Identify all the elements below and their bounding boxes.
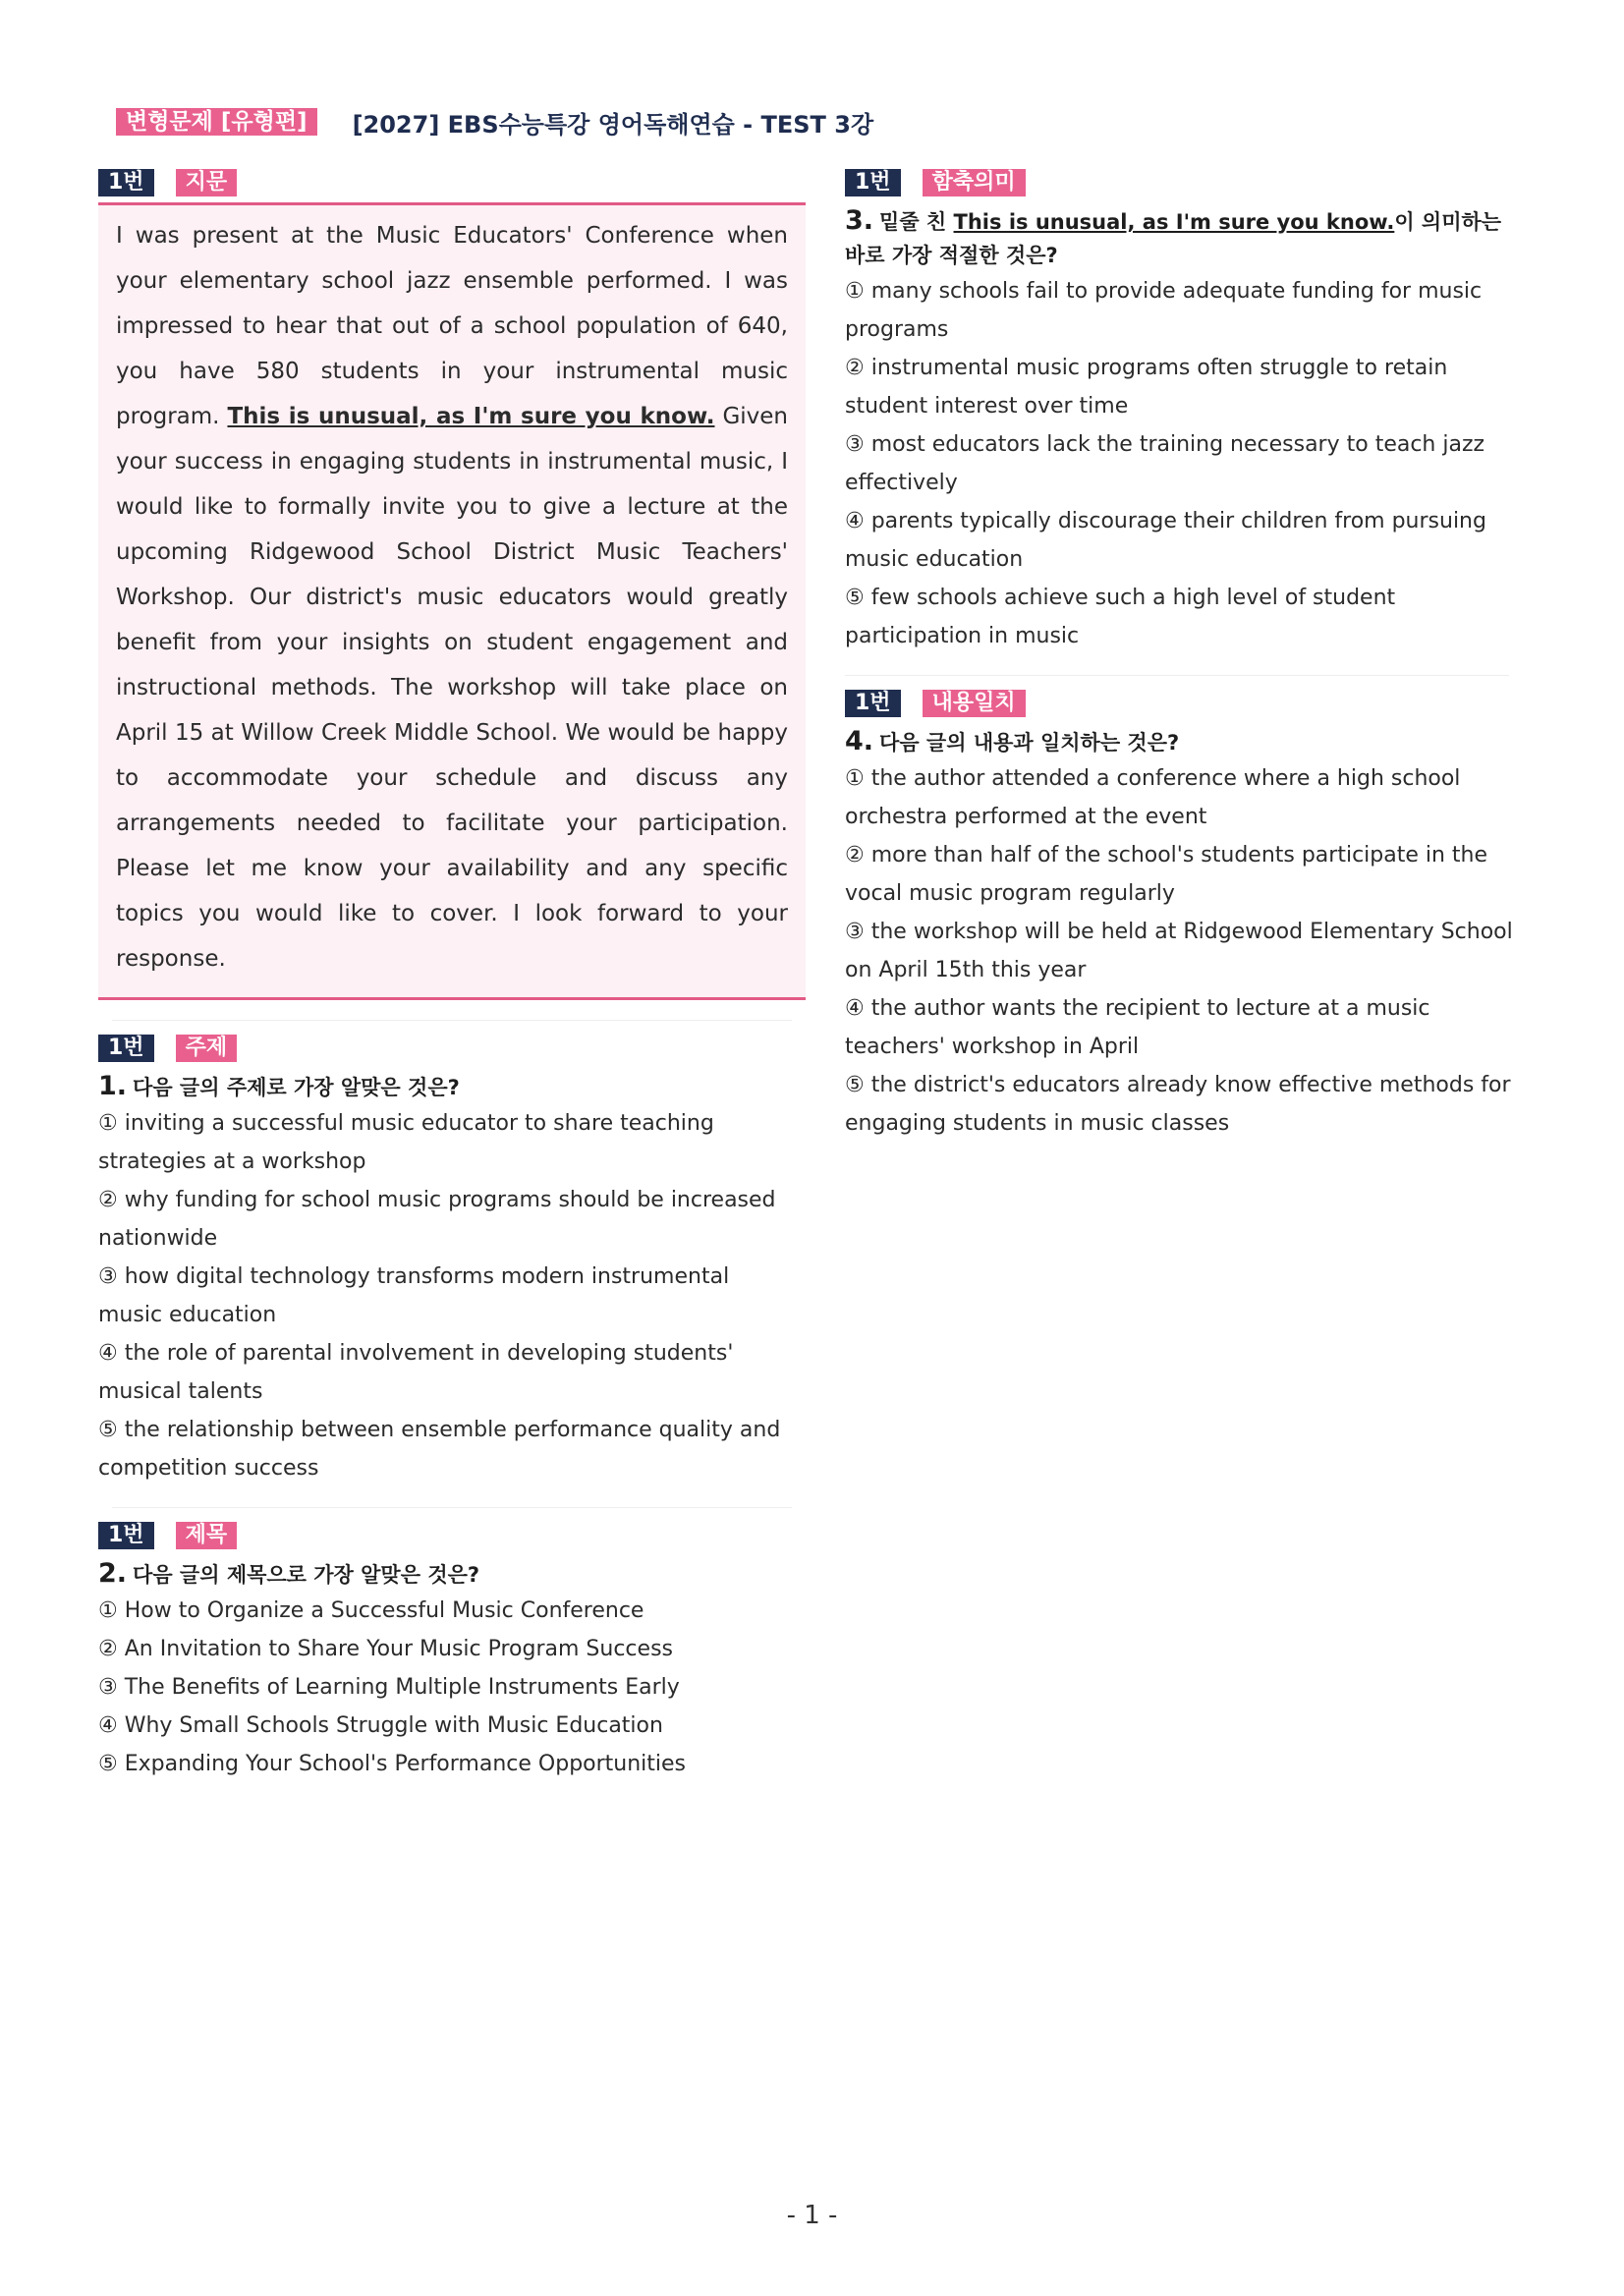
passage-text-before: I was present at the Music Educators' Conference when your elementary school jazz ensemble performed. I was impressed to hear that out of a school population of 640, you have 580 students in your instrumental music program. bbox=[116, 223, 788, 429]
question-number-tag: 1번 bbox=[845, 169, 901, 196]
question-4-title bbox=[845, 725, 1523, 759]
option-2: ② An Invitation to Share Your Music Program Success bbox=[98, 1637, 673, 1661]
page-header bbox=[116, 106, 873, 138]
question-number: 4. bbox=[845, 726, 874, 756]
question-text: 다음 글의 내용과 일치하는 것은? bbox=[879, 731, 1180, 755]
question-type-tag: 주제 bbox=[176, 1035, 238, 1062]
option-5: ⑤ the relationship between ensemble performance quality and competition success bbox=[98, 1418, 781, 1481]
question-number: 3. bbox=[845, 205, 874, 236]
divider bbox=[112, 1507, 792, 1508]
passage-box bbox=[98, 202, 806, 1000]
option-4: ④ the role of parental involvement in developing students' musical talents bbox=[98, 1341, 734, 1404]
question-type-tag: 내용일치 bbox=[923, 690, 1026, 717]
question-underlined-sentence: This is unusual, as I'm sure you know. bbox=[953, 210, 1395, 234]
question-4-tags bbox=[845, 690, 1523, 717]
option-3: ③ how digital technology transforms modern instrumental music education bbox=[98, 1264, 730, 1327]
option-4: ④ the author wants the recipient to lecture at a music teachers' workshop in April bbox=[845, 996, 1430, 1059]
option-2: ② why funding for school music programs should be increased nationwide bbox=[98, 1188, 776, 1251]
question-3-title bbox=[845, 204, 1523, 272]
option-1: ① inviting a successful music educator to share teaching strategies at a workshop bbox=[98, 1111, 714, 1174]
question-number-tag: 1번 bbox=[98, 1522, 154, 1549]
option-3: ③ most educators lack the training necessary to teach jazz effectively bbox=[845, 432, 1485, 495]
question-number: 1. bbox=[98, 1071, 128, 1101]
question-number-tag: 1번 bbox=[98, 1035, 154, 1062]
option-2: ② more than half of the school's students participate in the vocal music program regularly bbox=[845, 843, 1488, 906]
page-number: - 1 - bbox=[786, 2201, 838, 2230]
option-3: ③ the workshop will be held at Ridgewood Elementary School on April 15th this year bbox=[845, 920, 1513, 982]
option-1: ① many schools fail to provide adequate funding for music programs bbox=[845, 279, 1483, 342]
right-column bbox=[845, 169, 1523, 1143]
option-1: ① the author attended a conference where a high school orchestra performed at the event bbox=[845, 766, 1461, 829]
question-1 bbox=[98, 1035, 806, 1487]
divider bbox=[112, 1020, 792, 1021]
option-5: ⑤ the district's educators already know effective methods for engaging students in music classes bbox=[845, 1073, 1511, 1136]
question-text: 다음 글의 주제로 가장 알맞은 것은? bbox=[133, 1076, 460, 1099]
question-number-tag: 1번 bbox=[98, 169, 154, 196]
option-5: ⑤ Expanding Your School's Performance Opportunities bbox=[98, 1752, 687, 1776]
question-type-tag: 함축의미 bbox=[923, 169, 1026, 196]
type-badge: 변형문제 [유형편] bbox=[116, 108, 317, 136]
question-2-title bbox=[98, 1557, 792, 1592]
passage-tags bbox=[98, 169, 806, 196]
question-number: 2. bbox=[98, 1558, 128, 1589]
question-3 bbox=[845, 169, 1523, 655]
question-number-tag: 1번 bbox=[845, 690, 901, 717]
page-title: [2027] EBS수능특강 영어독해연습 - TEST 3강 bbox=[352, 110, 874, 139]
passage-text-after: Given your success in engaging students in instrumental music, I would like to formally invite you to give a lecture at the upcoming Ridgewood School District Music Teachers' Workshop. Our district's music educators would greatly benefit from your insights on student engagement and instructional methods. The workshop will take place on April 15 at Willow Creek Middle School. We would be happy to accommodate your schedule and discuss any arrangements needed to facilitate your participation. Please let me know your availability and any specific topics you would like to cover. I look forward to your response. bbox=[116, 404, 788, 972]
question-2 bbox=[98, 1522, 806, 1783]
question-1-title bbox=[98, 1070, 792, 1104]
passage-underlined-sentence: This is unusual, as I'm sure you know. bbox=[227, 404, 715, 429]
option-4: ④ parents typically discourage their children from pursuing music education bbox=[845, 509, 1486, 572]
question-3-tags bbox=[845, 169, 1523, 196]
question-text-prefix: 밑줄 친 bbox=[879, 210, 954, 234]
option-3: ③ The Benefits of Learning Multiple Instruments Early bbox=[98, 1675, 680, 1700]
question-type-tag: 지문 bbox=[176, 169, 238, 196]
question-text-suffix: 이 의미하는 바로 가장 적절한 것은? bbox=[845, 210, 1502, 267]
option-2: ② instrumental music programs often struggle to retain student interest over time bbox=[845, 356, 1448, 419]
divider bbox=[845, 675, 1509, 676]
question-1-tags bbox=[98, 1035, 792, 1062]
question-type-tag: 제목 bbox=[176, 1522, 238, 1549]
question-text: 다음 글의 제목으로 가장 알맞은 것은? bbox=[133, 1563, 480, 1587]
question-4 bbox=[845, 690, 1523, 1143]
left-column bbox=[98, 169, 806, 1783]
option-4: ④ Why Small Schools Struggle with Music Education bbox=[98, 1713, 663, 1738]
option-1: ① How to Organize a Successful Music Conference bbox=[98, 1598, 644, 1623]
option-5: ⑤ few schools achieve such a high level of student participation in music bbox=[845, 586, 1396, 648]
question-2-tags bbox=[98, 1522, 792, 1549]
